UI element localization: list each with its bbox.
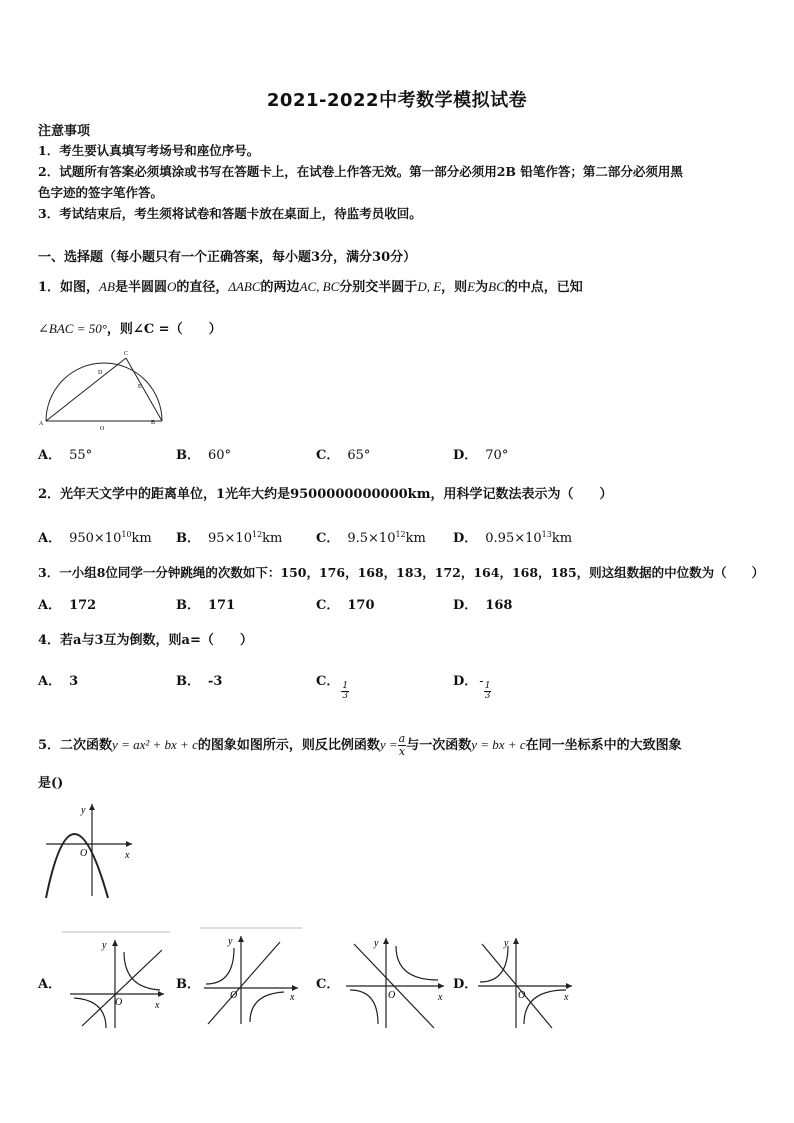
- q5-option-a-label[interactable]: A．: [38, 977, 62, 992]
- label-o: O: [100, 426, 105, 432]
- q4-option-a[interactable]: A． 3: [38, 674, 79, 689]
- notice-item-1: 1．考生要认真填写考场号和座位序号。: [38, 143, 260, 158]
- svg-text:x: x: [564, 992, 569, 1003]
- question-4-stem: 4．若a与3互为倒数，则a=（ ）: [38, 633, 253, 648]
- q2-option-c[interactable]: C． $9.5\times 10^{12}km$: [316, 530, 426, 546]
- question-5-stem-cont: 是(): [38, 776, 64, 791]
- q5-option-b-label[interactable]: B．: [176, 977, 200, 992]
- svg-text:y: y: [374, 938, 379, 949]
- q5-option-c-graph[interactable]: [342, 930, 450, 1030]
- notice-heading: 注意事项: [38, 124, 91, 139]
- notice-item-2-cont: 色字迹的签字笔作答。: [38, 185, 164, 200]
- q5-option-d-graph[interactable]: [474, 930, 578, 1030]
- svg-text:x: x: [290, 992, 295, 1003]
- label-c: C: [124, 351, 129, 357]
- q5-option-a-graph[interactable]: [60, 930, 172, 1030]
- svg-text:O: O: [518, 990, 526, 1001]
- label-b: B: [151, 420, 156, 426]
- label-d: D: [98, 370, 103, 376]
- label-a: A: [39, 421, 44, 427]
- parabola-y-label: y: [81, 805, 86, 816]
- section-heading: 一、选择题（每小题只有一个正确答案，每小题3分，满分30分）: [38, 250, 417, 265]
- q2-option-d[interactable]: D． $0.95\times 10^{13}km$: [453, 530, 573, 546]
- label-e: E: [138, 384, 142, 390]
- svg-text:O: O: [230, 990, 238, 1001]
- page-title: 2021-2022中考数学模拟试卷: [266, 90, 528, 111]
- question-2-stem: 2．光年天文学中的距离单位，1光年大约是9500000000000km，用科学记数法表示为（ ）: [38, 487, 613, 502]
- q5-option-b-graph[interactable]: [198, 926, 306, 1026]
- question-1-condition: ∠BAC = 50°，则∠C =（ ）: [38, 321, 222, 337]
- svg-text:x: x: [438, 992, 443, 1003]
- q4-option-c[interactable]: C． $\frac{1}{3}$: [316, 674, 349, 701]
- q1-option-c[interactable]: C． 65°: [316, 448, 371, 463]
- question-1-figure: [36, 346, 166, 436]
- svg-text:y: y: [504, 938, 509, 949]
- q1-option-b[interactable]: B． 60°: [176, 448, 232, 463]
- notice-item-3: 3．考试结束后，考生须将试卷和答题卡放在桌面上，待监考员收回。: [38, 206, 422, 221]
- q4-option-d[interactable]: D． - $\frac{1}{3}$: [453, 674, 491, 701]
- question-5-stem: 5．二次函数y = ax² + bx + c的图象如图所示，则反比例函数y = $\frac{a}{x}$ 与一次函数y = bx + c在同一坐标系中的大致图象: [38, 732, 682, 758]
- parabola-x-label: x: [125, 850, 130, 861]
- notice-item-2: 2．试题所有答案必须填涂或书写在答题卡上，在试卷上作答无效。第一部分必须用2B 铅笔作答；第二部分必须用黑: [38, 164, 683, 179]
- question-1-stem: 1．如图，AB是半圆圆O的直径，ΔABC的两边AC, BC分别交半圆于D, E，则E为BC的中点，已知: [38, 279, 583, 295]
- svg-text:x: x: [155, 1000, 160, 1011]
- q3-option-c[interactable]: C． 170: [316, 598, 375, 613]
- q3-option-d[interactable]: D． 168: [453, 598, 513, 613]
- q5-option-c-label[interactable]: C．: [316, 977, 340, 992]
- q5-option-d-label[interactable]: D．: [453, 977, 478, 992]
- q2-option-b[interactable]: B． $95\times 10^{12}km$: [176, 530, 283, 546]
- question-3-stem: 3．一小组8位同学一分钟跳绳的次数如下：150，176，168，183，172，164，168，185，则这组数据的中位数为（ ）: [38, 565, 765, 580]
- svg-text:O: O: [115, 997, 123, 1008]
- q3-option-b[interactable]: B． 171: [176, 598, 236, 613]
- q1-option-a[interactable]: A． 55°: [38, 448, 93, 463]
- q3-option-a[interactable]: A． 172: [38, 598, 97, 613]
- q1-option-d[interactable]: D． 70°: [453, 448, 509, 463]
- q4-option-b[interactable]: B． -3: [176, 674, 223, 689]
- parabola-figure: [40, 800, 140, 902]
- parabola-origin-label: O: [80, 848, 88, 859]
- svg-text:y: y: [102, 940, 107, 951]
- svg-text:O: O: [388, 990, 396, 1001]
- svg-text:y: y: [228, 936, 233, 947]
- q2-option-a[interactable]: A． $950\times 10^{10}km$: [38, 530, 152, 546]
